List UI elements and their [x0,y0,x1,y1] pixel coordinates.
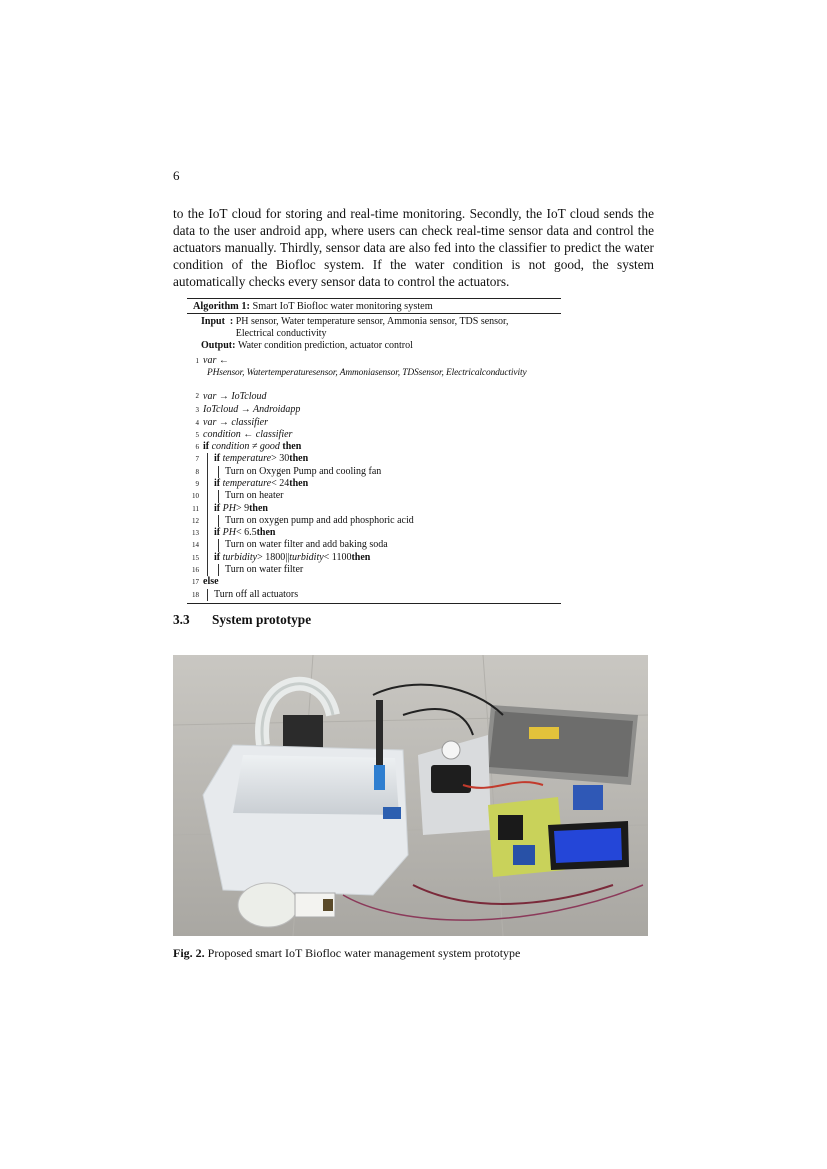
prototype-photo [173,655,648,936]
page-number: 6 [173,168,180,183]
line-number: 13 [192,529,199,538]
microcontroller [498,815,523,840]
line-number: 2 [195,392,199,401]
indent-guide [207,552,214,564]
line-text: var → IoTcloud [203,391,267,403]
keyword: if [214,551,221,563]
indent-guide [207,527,214,539]
indent-guide [207,490,214,502]
line-number: 10 [192,492,199,501]
section-number: 3.3 [173,612,190,627]
line-text: Turn off all actuators [214,588,299,600]
algorithm-line [187,453,561,465]
line-number: 18 [192,590,199,599]
indent-guide [207,478,214,490]
line-number: 17 [192,578,199,587]
math-op: > 9 [235,502,250,514]
power-supply-label [529,727,559,739]
algorithm-line [187,527,561,539]
keyword: then [256,527,276,539]
algorithm-input [201,316,561,340]
line-number: 8 [195,467,199,476]
math-term: temperature [222,453,272,465]
keyword: if [214,502,221,514]
input-value: PH sensor, Water temperature sensor, Ammonia sensor, TDS sensor, Electrical conductivity [235,316,509,340]
figure-caption [173,946,520,961]
line-text: Turn on water filter [225,564,304,576]
indent-guide [207,589,214,601]
line-number: 16 [192,566,199,575]
line-text: Turn on Oxygen Pump and cooling fan [225,465,382,477]
relay-module [513,845,535,865]
algorithm-bottom-rule [187,603,561,604]
keyword: then [289,477,309,489]
keyword: then [289,453,309,465]
power-supply-mesh [489,711,633,777]
body-paragraph: to the IoT cloud for storing and real-time monitoring. Secondly, the IoT cloud sends the data to the user android app, where users can check real-time sensor data and control the actuators manually. Thirdly, sensor data are also fed into the classifier to predict the water condition of the Biofloc system. If the water condition is not good, the system automatically checks every sensor data to control the actuators. [173,206,654,290]
servo-motor [431,765,471,793]
line-text: condition ← classifier [203,428,293,440]
algorithm-line [187,503,561,515]
ph-probe-tip [374,765,385,790]
algorithm-io [187,314,561,353]
line-text: PHsensor, Watertemperaturesensor, Ammoniasensor, TDSsensor, Electricalconductivity [207,367,527,378]
figure-caption-text: Proposed smart IoT Biofloc water management system prototype [207,946,521,960]
indent-guide [218,515,225,527]
prototype-photo-illustration [173,655,648,936]
math-op: > 1800|| [257,551,290,563]
math-term: PH [222,502,236,514]
keyword: if [214,527,221,539]
algorithm-line [187,539,561,551]
keyword: then [249,502,268,514]
algorithm-line [187,404,561,416]
math-term: condition ≠ good [211,441,280,453]
algorithm-line [187,552,561,564]
algorithm-label: Algorithm 1: [193,301,250,312]
indent-guide [207,564,214,576]
math-op: < 6.5 [235,527,257,539]
keyword: else [203,576,219,588]
algorithm-line [187,417,561,429]
algorithm-line [187,589,561,601]
math-term: PH [222,527,236,539]
line-number: 1 [195,356,199,365]
keyword: if [203,441,210,453]
line-text: IoTcloud → Androidapp [203,404,301,416]
algorithm-line [187,429,561,441]
section-heading [173,612,311,628]
math-op: > 30 [271,453,290,465]
algorithm-line [187,389,561,404]
indent-guide [218,490,225,502]
line-number: 11 [192,504,199,513]
algorithm-lines [187,355,561,601]
input-key: Input : [201,316,236,327]
indent-guide [207,466,214,478]
line-text: var → classifier [203,416,268,428]
lcd-screen [554,828,622,863]
servo-horn [442,741,460,759]
line-number: 3 [195,406,199,415]
algorithm-line [187,367,561,379]
line-number: 12 [192,516,199,525]
algorithm-line [187,466,561,478]
sensor-module [383,807,401,819]
indent-guide [218,539,225,551]
algorithm-line [187,490,561,502]
algorithm-line [187,576,561,588]
keyword: then [282,441,302,453]
math-term: turbidity [289,551,324,563]
bulb-socket [323,899,333,911]
algorithm-line [187,478,561,490]
math-term: temperature [222,477,272,489]
line-number: 5 [195,430,199,439]
line-number: 7 [195,455,199,464]
line-text: Turn on heater [225,490,284,502]
indent-guide [207,453,214,465]
math-term: turbidity [222,551,258,563]
keyword: if [214,477,221,489]
math-op: < 1100 [323,551,352,563]
keyword: if [214,453,221,465]
indent-guide [218,466,225,478]
line-number: 14 [192,541,199,550]
algorithm-caption [187,299,561,314]
pump [283,715,323,750]
algorithm-title: Smart IoT Biofloc water monitoring system [252,301,433,312]
indent-guide [207,503,214,515]
figure-label: Fig. 2. [173,946,205,960]
keyword: then [351,551,371,563]
line-text: Turn on oxygen pump and add phosphoric acid [225,514,414,526]
line-text: var ← [203,354,229,366]
output-key: Output: [201,340,238,352]
algorithm-box [187,298,561,604]
algorithm-line [187,515,561,527]
algorithm-line [187,564,561,576]
indent-guide [207,539,214,551]
line-number: 9 [195,479,199,488]
heater-bulb [238,883,298,927]
indent-guide [218,564,225,576]
line-number: 15 [192,553,199,562]
relay [573,785,603,810]
output-value: Water condition prediction, actuator control [237,340,413,352]
math-op: < 24 [271,477,290,489]
indent-guide [207,515,214,527]
line-text: Turn on water filter and add baking soda [225,539,388,551]
line-number: 6 [195,443,199,452]
section-title: System prototype [212,612,312,627]
algorithm-line [187,355,561,367]
algorithm-output [201,340,561,352]
line-number: 4 [195,418,199,427]
algorithm-line [187,441,561,453]
